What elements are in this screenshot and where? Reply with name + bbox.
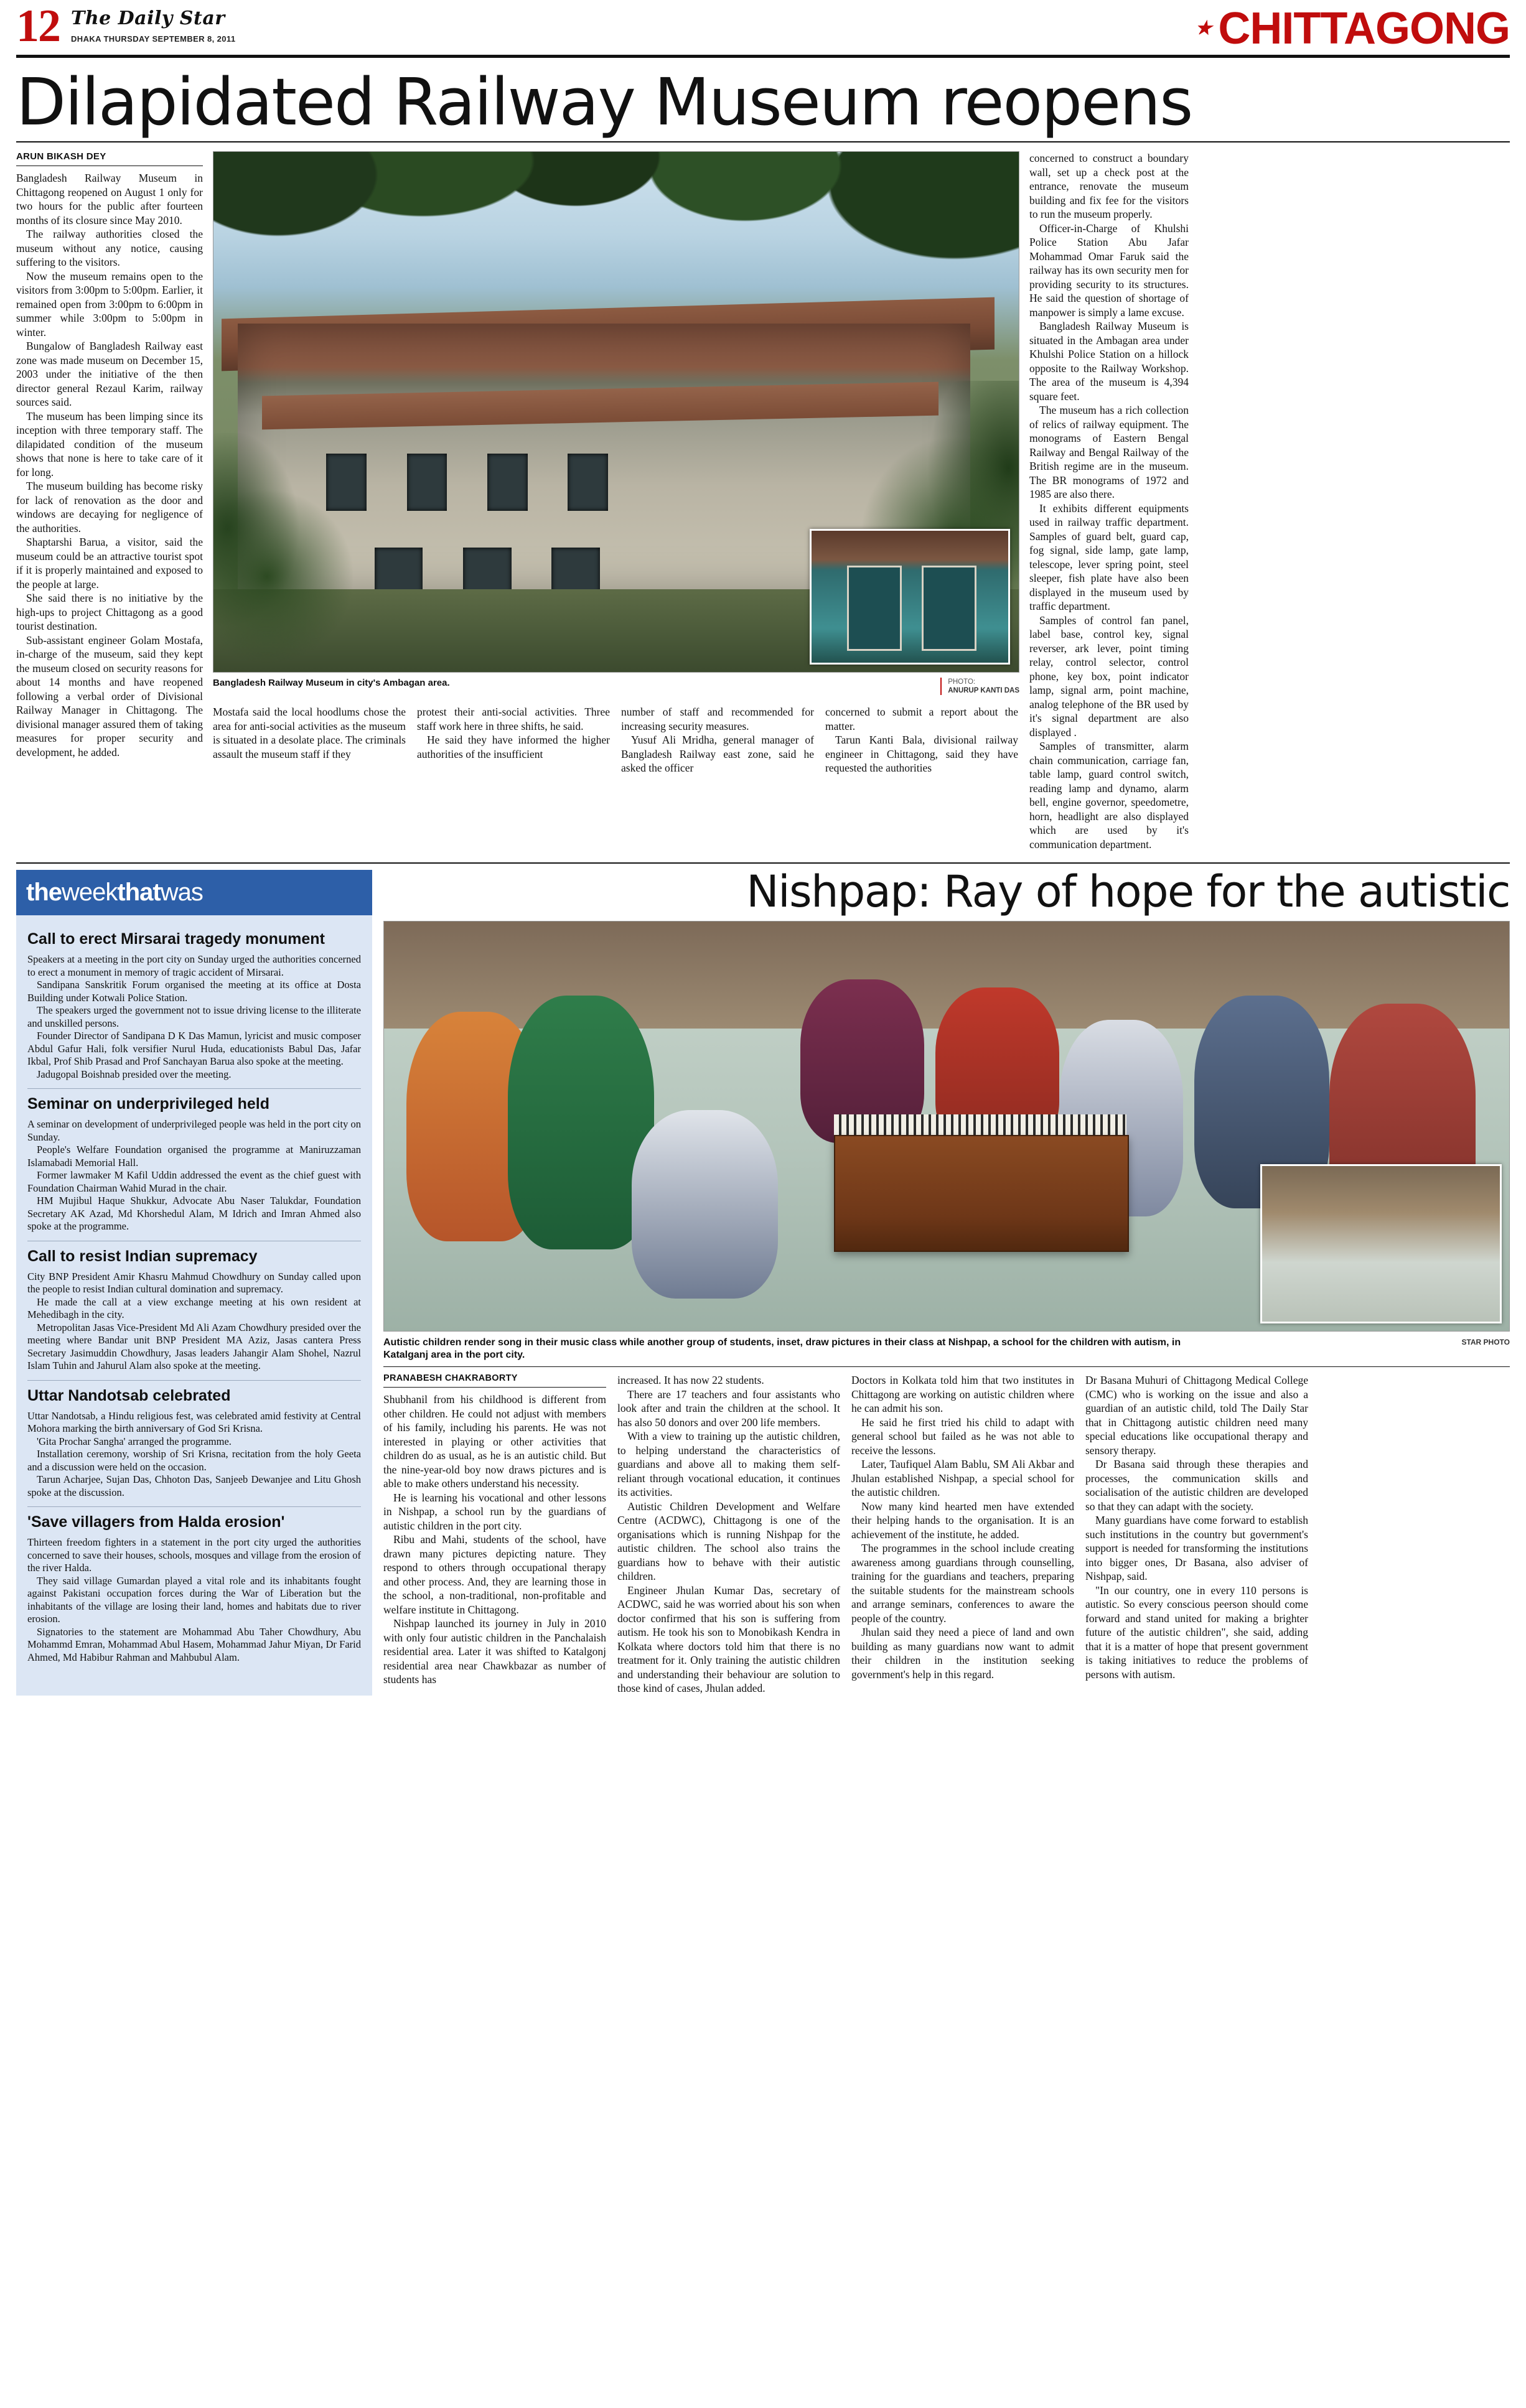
paragraph: They said village Gumardan played a vital role and its inhabitants fought against Pakistani occupation forces during the War of Liberation but the inhabitants of the village are losing their land, homes and habitats due to river erosion. — [27, 1574, 361, 1625]
paragraph: With a view to training up the autistic children, to helping understand the characteristics of guardians and above all to making them self-reliant through vocational education, it continues its activities. — [617, 1430, 840, 1499]
photo-window — [568, 454, 608, 511]
paragraph: City BNP President Amir Khasru Mahmud Chowdhury on Sunday called upon the people to resist Indian cultural domination and supremacy. — [27, 1270, 361, 1295]
paragraph: Jhulan said they need a piece of land and own building as many guardians now want to admit their children in the institution seeking government's help in this regard. — [851, 1626, 1074, 1681]
story1-subcolumn-1 — [213, 705, 406, 775]
week-item-heading: Call to resist Indian supremacy — [27, 1247, 258, 1265]
harmonium — [834, 1135, 1129, 1252]
story2-column-3 — [851, 1373, 1074, 1696]
story1-right-column — [1029, 151, 1189, 851]
paragraph: Uttar Nandotsab, a Hindu religious fest, was celebrated amid festivity at Central Mohora marking the birth anniversary of God Sri Krisna. — [27, 1409, 361, 1435]
masthead-left — [16, 1, 236, 52]
story2-byline: PRANABESH CHAKRABORTY — [383, 1373, 518, 1384]
story2-photo-credit: STAR PHOTO — [1461, 1338, 1510, 1347]
paragraph: Bangladesh Railway Museum in Chittagong reopened on August 1 only for two hours for the public after fourteen months of its closure since May 2010. — [16, 172, 203, 226]
photo-window — [407, 454, 447, 511]
paragraph: The museum has a rich collection of relics of railway equipment. The monograms of Eastern Bengal Railway and Bengal Railway of the British regime are in the museum. The BR monograms of 1972 and 1985 are also there. — [1029, 404, 1189, 501]
story2-headline: Nishpap: Ray of hope for the autistic — [746, 866, 1510, 918]
story2-columns — [383, 1373, 1510, 1696]
paragraph: He made the call at a view exchange meeting at his own resident at Mehedibagh in the city. — [27, 1295, 361, 1321]
lower-section — [0, 864, 1526, 1714]
story1-subcolumn-3 — [621, 705, 814, 775]
inset-door — [847, 566, 902, 651]
week-item — [27, 930, 361, 1081]
paragraph: Tarun Acharjee, Sujan Das, Chhoton Das, Sanjeeb Dewanjee and Litu Ghosh spoke at the discussion. — [27, 1473, 361, 1498]
paragraph: Later, Taufiquel Alam Bablu, SM Ali Akbar and Jhulan established Nishpap, a special school for the autistic children. — [851, 1458, 1074, 1499]
paragraph: He is learning his vocational and other lessons in Nishpap, a school run by the guardians of autistic children in the port city. — [383, 1491, 606, 1532]
paragraph: Doctors in Kolkata told him that two institutes in Chittagong are working on autistic children where he can admit his son. — [851, 1374, 1074, 1415]
paragraph: Yusuf Ali Mridha, general manager of Bangladesh Railway east zone, said he asked the officer — [621, 734, 814, 775]
museum-photo — [213, 151, 1019, 673]
week-item-heading: Seminar on underprivileged held — [27, 1095, 269, 1113]
paragraph: Former lawmaker M Kafil Uddin addressed the event as the chief guest with Foundation Chairman Wahid Murad in the chair. — [27, 1169, 361, 1194]
paragraph: Officer-in-Charge of Khulshi Police Station Abu Jafar Mohammad Omar Faruk said the railway has its own security men for providing security to its structures. He said the question of shortage of manpower is simply a lame excuse. — [1029, 222, 1189, 319]
paragraph: Founder Director of Sandipana D K Das Mamun, lyricist and music composer Abdul Gafur Hali, folk versifier Nurul Huda, educationists Babul Das, Jafar Ikbal, Prof Shib Prasad and Prof Sanchayan Barua also spoke at the meeting. — [27, 1030, 361, 1068]
week-item-heading: Call to erect Mirsarai tragedy monument — [27, 930, 325, 948]
paragraph: concerned to construct a boundary wall, set up a check post at the entrance, renovate the museum building and fix fee for the visitors to run the museum properly. — [1029, 152, 1189, 221]
paragraph: Jadugopal Boishnab presided over the meeting. — [37, 1068, 232, 1080]
paragraph: concerned to submit a report about the matter. — [825, 706, 1018, 732]
story1 — [0, 142, 1526, 851]
photo-vegetation-left — [213, 433, 391, 673]
byline-rule — [383, 1387, 606, 1388]
paragraph: Shaptarshi Barua, a visitor, said the museum could be an attractive tourist spot if it is properly maintained and exposed to the people at large. — [16, 536, 203, 590]
paragraph: The programmes in the school include creating awareness among guardians through counselling, training for the guardians and teachers, preparing the suitable students for the mainstream schools and arrange seminars, conferences to aware the people of the country. — [851, 1542, 1074, 1625]
week-item-heading: Uttar Nandotsab celebrated — [27, 1386, 231, 1404]
week-that-was-items — [16, 915, 372, 1664]
museum-photo-inset — [810, 529, 1010, 665]
banner-was: was — [160, 879, 203, 907]
week-item — [27, 1095, 361, 1233]
week-item — [27, 1248, 361, 1373]
paragraph: Autistic Children Development and Welfare Centre (ACDWC), Chittagong is one of the organisations which is running Nishpap for the autistic children. The school also trains the guardians how to behave with their autistic children. — [617, 1500, 840, 1583]
story2-column-2 — [617, 1373, 840, 1696]
paragraph: Nishpap launched its journey in July in 2010 with only four autistic children in the Panchalaish residential area. Later it was shifted to Katalgonj residential area near Chawkbazar as number of students has — [383, 1617, 606, 1686]
paragraph: HM Mujibul Haque Shukkur, Advocate Abu Naser Talukdar, Foundation Secretary AK Azad, Md Khorshedul Alam, M Idrich and Imran Ahmed also spoke at the programme. — [27, 1195, 361, 1233]
paragraph: The speakers urged the government not to issue driving license to the illiterate and unskilled persons. — [27, 1004, 361, 1029]
paragraph: Bungalow of Bangladesh Railway east zone was made museum on December 15, 2003 under the initiative of the then director general Rezaul Karim, railway sources said. — [16, 340, 203, 409]
paragraph: A seminar on development of underprivileged people was held in the port city on Sunday. — [27, 1118, 361, 1143]
story1-caption-row — [213, 678, 1019, 695]
banner-week: week — [62, 879, 118, 907]
paragraph: She said there is no initiative by the high-ups to project Chittagong as a good tourist destination. — [16, 592, 203, 633]
paragraph: Dr Basana said through these therapies and processes, the communication skills and socialisation of the autistic children are developed so that they can adapt with the society. — [1085, 1458, 1308, 1513]
paper-name: The Daily Star — [71, 7, 225, 29]
figure-child — [632, 1110, 778, 1299]
week-item — [27, 1513, 361, 1664]
section-title: CHITTAGONG — [1218, 4, 1510, 54]
photo-credit-name: ANURUP KANTI DAS — [948, 687, 1019, 695]
story2-caption: Autistic children render song in their music class while another group of students, inset, draw pictures in their class at Nishpap, a school for the children with autism, in Katalganj area in the port city. — [383, 1337, 1181, 1361]
paragraph: number of staff and recommended for increasing security measures. — [621, 706, 814, 732]
star-logo-icon: ★ — [1195, 17, 1212, 40]
banner-that: that — [117, 879, 161, 907]
story1-headline: Dilapidated Railway Museum reopens — [16, 64, 1192, 141]
story2-column-4 — [1085, 1373, 1308, 1696]
paragraph: Dr Basana Muhuri of Chittagong Medical College (CMC) who is working on the issue and also a guardian of an autistic child, told The Daily Star that in Chittagong autistic children need many special educations like occupational therapy and sensory therapy. — [1085, 1374, 1308, 1457]
paragraph: Sub-assistant engineer Golam Mostafa, in-charge of the museum, said they kept the museum closed on security reasons for about 14 months and have reopened following a verbal order of Divisional Railway Manager in Chittagong. The divisional manager assured them of taking measures for proper security and development, he added. — [16, 633, 203, 758]
page-number: 12 — [16, 1, 60, 52]
week-item-divider — [27, 1088, 361, 1089]
photo-window — [487, 454, 528, 511]
week-item-divider — [27, 1506, 361, 1507]
story1-byline: ARUN BIKASH DEY — [16, 151, 106, 162]
story1-center-column — [213, 151, 1019, 851]
week-item-heading: 'Save villagers from Halda erosion' — [27, 1513, 285, 1531]
paragraph: Many guardians have come forward to establish such institutions in the country but government's support is needed for transforming the institutions into bigger ones, Dr Basana, also adviser of Nishpap, said. — [1085, 1514, 1308, 1583]
paragraph: Shubhanil from his childhood is different from other children. He could not adjust with members of his family, including his parents. He was not interested in playing or other activities that children do as usual, as he is an autistic child. But the nine-year-old boy now draws pictures and is able to make others understand his necessity. — [383, 1393, 606, 1490]
story2-caption-row — [383, 1337, 1510, 1361]
story1-subcolumns — [213, 705, 1019, 775]
paragraph: Ribu and Mahi, students of the school, have drawn many pictures depicting nature. They respond to others through occupational therapy and other process. And, they are learning those in the school, a non-traditional, non-profitable and welfare institute in Chittagong. — [383, 1533, 606, 1616]
paragraph: The museum has been limping since its inception with three temporary staff. The dilapidated condition of the museum shows that none is here to take care of it for long. — [16, 409, 203, 478]
paragraph: There are 17 teachers and four assistants who look after and train the children at the school. It has also 50 donors and over 200 life members. — [617, 1388, 840, 1429]
week-that-was-banner — [16, 870, 372, 915]
paragraph: Now many kind hearted men have extended their helping hands to the organisation. It is an achievement of the institute, he added. — [851, 1500, 1074, 1541]
paragraph: He said he first tried his child to adapt with general school but failed as he was not able to receive the lessons. — [851, 1416, 1074, 1457]
masthead — [0, 0, 1526, 54]
banner-the: the — [26, 879, 62, 907]
dateline: DHAKA THURSDAY SEPTEMBER 8, 2011 — [71, 34, 236, 44]
nishpap-photo-inset — [1260, 1164, 1502, 1323]
paragraph: People's Welfare Foundation organised the programme at Maniruzzaman Islamabadi Memorial Hall. — [27, 1144, 361, 1169]
paragraph: He said they have informed the higher authorities of the insufficient — [417, 734, 610, 760]
paragraph: The railway authorities closed the museum without any notice, causing suffering to the visitors. — [16, 228, 203, 269]
paragraph: Signatories to the statement are Mohammad Abu Taher Chowdhury, Abu Mohammd Emran, Mohammad Abul Hasem, Mohammad Jahur Miyan, Dr Farid Ahmed, Md Habibur Rahman and Mahbubul Alam. — [27, 1625, 361, 1663]
paragraph: protest their anti-social activities. Three staff work here in three shifts, he said. — [417, 706, 610, 732]
photo-credit-label: PHOTO: — [948, 678, 976, 686]
paragraph: Sandipana Sanskritik Forum organised the meeting at its office at Dosta Building under Kotwali Police Station. — [27, 979, 361, 1004]
paragraph: It exhibits different equipments used in railway traffic department. Samples of guard belt, guard cap, fog signal, side lamp, gate lamp, telescope, lever spring point, steel sleeper, fish plate have also been displayed in the museum used by traffic department. — [1029, 502, 1189, 613]
week-item-divider — [27, 1380, 361, 1381]
week-item — [27, 1387, 361, 1500]
paragraph: Mostafa said the local hoodlums chose the area for anti-social activities as the museum is situated in a desolate place. The criminals assault the museum staff if they — [213, 706, 406, 760]
paragraph: Now the museum remains open to the visitors from 3:00pm to 5:00pm. Earlier, it remained open from 3:00pm to 6:00pm in summer while 3:00pm to 5:00pm in winter. — [16, 269, 203, 338]
nishpap-photo — [383, 921, 1510, 1332]
masthead-right — [1195, 4, 1510, 54]
paragraph: 'Gita Prochar Sangha' arranged the programme. — [37, 1435, 232, 1447]
story1-subcolumn-2 — [417, 705, 610, 775]
paragraph: The museum building has become risky for lack of renovation as the door and windows are decaying for negligence of the authorities. — [16, 480, 203, 534]
paragraph: Bangladesh Railway Museum is situated in the Ambagan area under Khulshi Police Station on a hillock opposite to the Railway Workshop. The area of the museum is 4,394 square feet. — [1029, 320, 1189, 403]
paragraph: Samples of control fan panel, label base, control key, signal reverser, ark lever, point timing relay, control selector, control phone, key box, point indicator lamp, signal arm, point machine, analog telephone of the BR used by it's signal department are also displayed . — [1029, 614, 1189, 739]
paper-name-block — [71, 6, 235, 44]
paragraph: Samples of transmitter, alarm chain communication, carriage fan, table lamp, guard control switch, reading lamp and dynamo, alarm bell, engine governor, speedometre, horn, headlight are also displayed which are used by it's communication department. — [1029, 740, 1189, 851]
inset-door — [922, 566, 976, 651]
story1-subcolumn-4 — [825, 705, 1018, 775]
paragraph: increased. It has now 22 students. — [617, 1374, 764, 1387]
paragraph: Metropolitan Jasas Vice-President Md Ali Azam Chowdhury presided over the meeting where Bandar unit BNP President MA Aziz, Jasas cantera Press Secretary Jasimuddin Chowdhury, Jasas leaders Jahangir Alam Shohel, Nazrul Islam Tuhin and Jahurul Alam also spoke at the meeting. — [27, 1321, 361, 1372]
paragraph: Speakers at a meeting in the port city on Sunday urged the authorities concerned to erect a monument in memory of tragic accident of Mirsarai. — [27, 953, 361, 978]
week-that-was-panel — [16, 870, 372, 1696]
story1-left-column — [16, 151, 203, 851]
paragraph: Installation ceremony, worship of Sri Krisna, recitation from the holy Geeta and a discussion were held on the occasion. — [27, 1448, 361, 1473]
paragraph: "In our country, one in every 110 persons is autistic. So every conscious peerson should come forward and stand united for making a brighter future of the autistic children", she said, adding that it is a matter of hope that present government is taking initiatives to reduce the problems of persons with autism. — [1085, 1584, 1308, 1681]
story2-caption-rule — [383, 1366, 1510, 1367]
story2 — [383, 866, 1510, 1696]
paragraph: Thirteen freedom fighters in a statement in the port city urged the authorities concerned to save their houses, schools, mosques and village from the erosion of the river Halda. — [27, 1536, 361, 1574]
story1-caption: Bangladesh Railway Museum in city's Ambagan area. — [213, 678, 450, 689]
paragraph: Engineer Jhulan Kumar Das, secretary of ACDWC, said he was worried about his son when doctor confirmed that his son is suffering from autism. He took his son to Monobikash Kendra in Kolkata where doctors told him that there is no treatment for it. Only training the autistic children and understanding their behaviour are solution to those kind of cases, Jhulan added. — [617, 1584, 840, 1695]
story1-photo-credit — [940, 678, 1019, 695]
paragraph: Tarun Kanti Bala, divisional railway engineer in Chittagong, said they have requested the authorities — [825, 734, 1018, 775]
story2-column-1 — [383, 1373, 606, 1696]
